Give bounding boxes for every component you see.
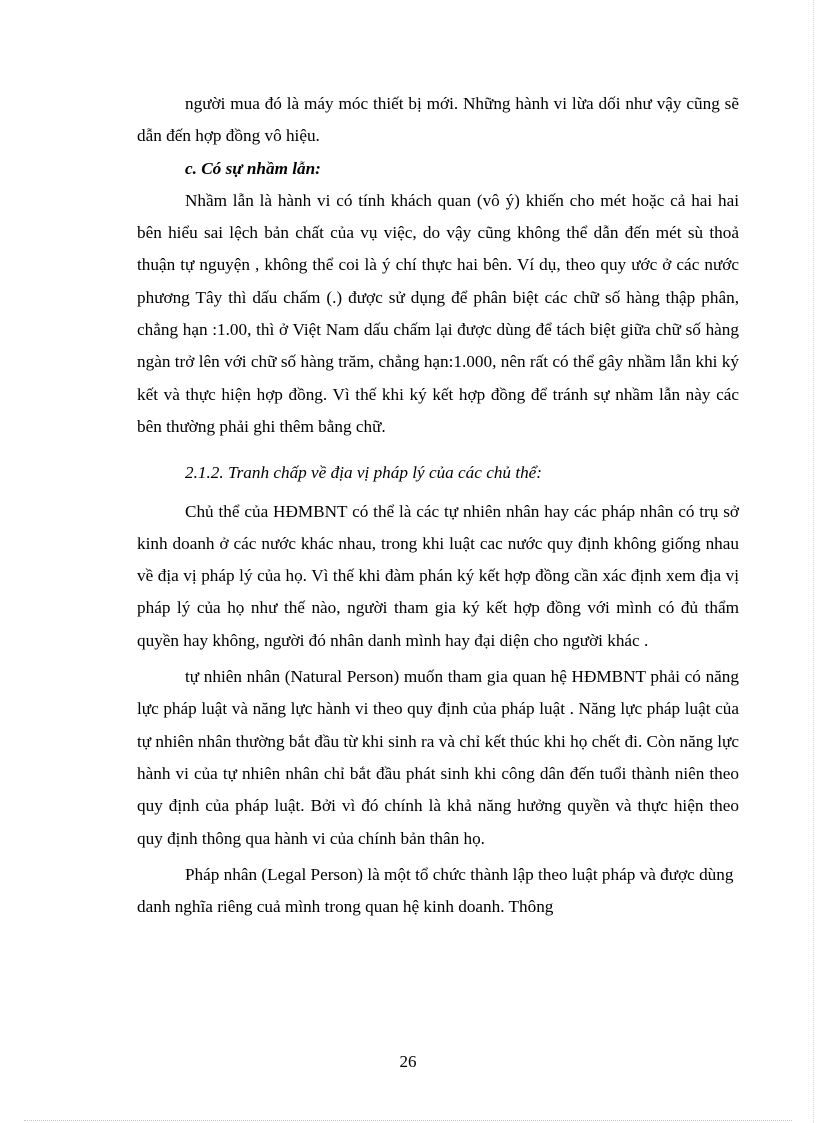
paragraph-legal-status: Chủ thể của HĐMBNT có thể là các tự nhiên nhân hay các pháp nhân có trụ sở kinh doanh ở các nước khác nhau, trong khi luật cac nước quy định không giống nhau về địa vị pháp lý của họ. Vì thế khi đàm phán ký kết hợp đồng cần xác định xem địa vị pháp lý của họ như thế nào, người tham gia ký kết hợp đồng với mình có đủ thẩm quyền hay không, người đó nhân danh mình hay đại diện cho người khác . (137, 501, 739, 650)
paragraph-natural-person: tự nhiên nhân (Natural Person) muốn tham gia quan hệ HĐMBNT phải có năng lực pháp luật và năng lực hành vi theo quy định của pháp luật . Năng lực pháp luật của tự nhiên nhân thường bắt đầu từ khi sinh ra và chỉ kết thúc khi họ chết đi. Còn năng lực hành vi của tự nhiên nhân chỉ bắt đầu phát sinh khi công dân đến tuổi thành niên theo quy định của pháp luật. Bởi vì đó chính là khả năng hưởng quyền và thực hiện theo quy định thông qua hành vi của chính bản thân họ. (137, 667, 739, 848)
page-number: 26 (399, 1052, 417, 1071)
paragraph-legal-person: Pháp nhân (Legal Person) là một tổ chức thành lập theo luật pháp và được dùng danh nghĩa riêng cuả mình trong quan hệ kinh doanh. Thông (137, 864, 734, 917)
section-heading-c: c. Có sự nhầm lẫn: (185, 158, 321, 178)
paragraph-mistake: Nhầm lẫn là hành vi có tính khách quan (vô ý) khiến cho mét hoặc cả hai hai bên hiểu sai lệch bản chất của vụ việc, do vậy cũng không thể dẫn đến mét sù thoả thuận tự nguyện , không thể coi là ý chí thực hai bên. Ví dụ, theo quy ước ở các nước phương Tây thì dấu chấm (.) được sử dụng để phân biệt các chữ số hàng thập phân, chẳng hạn :1.00, thì ở Việt Nam dấu chấm lại được dùng để tách biệt giữa chữ số hàng ngàn trở lên với chữ số hàng trăm, chẳng hạn:1.000, nên rất có thể gây nhầm lẫn khi ký kết và thực hiện hợp đồng. Vì thế khi ký kết hợp đồng để tránh sự nhầm lẫn này các bên thường phải ghi thêm bằng chữ. (137, 190, 739, 436)
paragraph-continuation: người mua đó là máy móc thiết bị mới. Những hành vi lừa dối như vậy cũng sẽ dẫn đến hợp đồng vô hiệu. (137, 94, 739, 146)
page-body (137, 88, 739, 923)
section-heading-2-1-2: 2.1.2. Tranh chấp về địa vị pháp lý của các chủ thể: (185, 463, 543, 483)
page-right-edge (813, 0, 814, 1123)
page-bottom-divider (24, 1120, 792, 1121)
